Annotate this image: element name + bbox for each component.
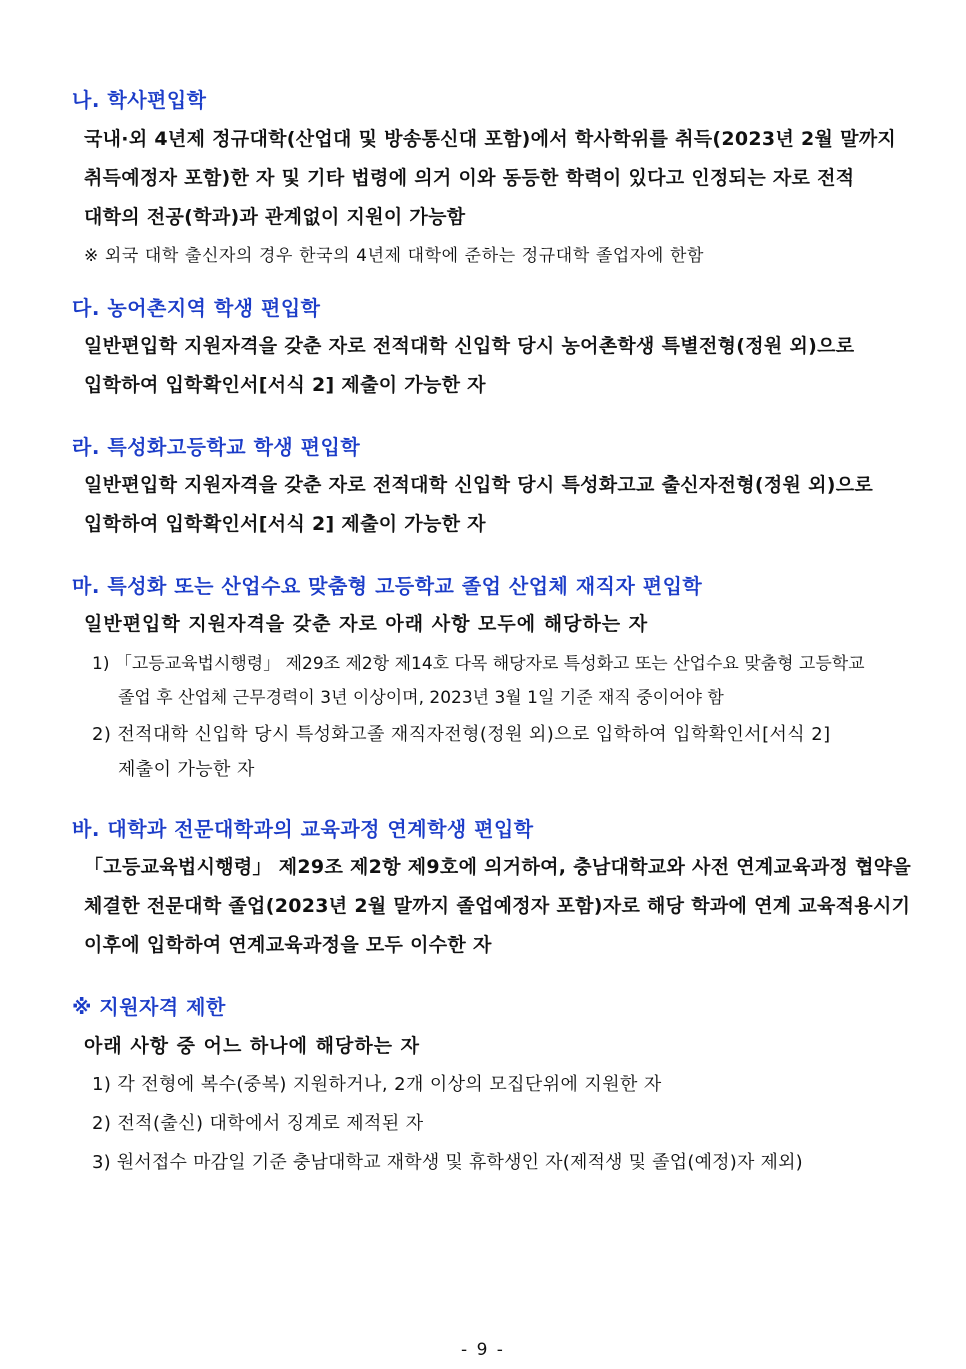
section-text-line: 「고등교육법시행령」 제29조 제2항 제9호에 의거하여, 충남대학교와 사전 연계교육과정 협약을 [84,856,912,878]
page-number: - 9 - [461,1340,505,1360]
list-item: 2) 전적(출신) 대학에서 징계로 제적된 자 [92,1113,424,1134]
section-text-line: 체결한 전문대학 졸업(2023년 2월 말까지 졸업예정자 포함)자로 해당 학과에 연계 교육적용시기 [84,895,911,917]
list-item: 1) 각 전형에 복수(중복) 지원하거나, 2개 이상의 모집단위에 지원한 자 [92,1074,662,1095]
list-item: 2) 전적대학 신입학 당시 특성화고졸 재직자전형(정원 외)으로 입학하여 입학확인서[서식 2] [92,724,831,745]
list-item: 3) 원서접수 마감일 기준 충남대학교 재학생 및 휴학생인 자(제적생 및 졸업(예정)자 제외) [92,1152,803,1173]
section-heading-bachelor: 나. 학사편입학 [72,88,207,112]
section-note: ※ 외국 대학 출신자의 경우 한국의 4년제 대학에 준하는 정규대학 졸업자에 한함 [84,246,704,266]
section-text-line: 일반편입학 지원자격을 갖춘 자로 전적대학 신입학 당시 특성화고교 출신자전형(정원 외)으로 [84,474,874,496]
section-text-line: 취득예정자 포함)한 자 및 기타 법령에 의거 이와 동등한 학력이 있다고 인정되는 자로 전적 [84,167,855,189]
section-text-line: 국내·외 4년제 정규대학(산업대 및 방송통신대 포함)에서 학사학위를 취득(2023년 2월 말까지 [84,128,897,150]
section-intro: 아래 사항 중 어느 하나에 해당하는 자 [84,1035,420,1057]
list-item: 1) 「고등교육법시행령」 제29조 제2항 제14호 다목 해당자로 특성화고 또는 산업수요 맞춤형 고등학교 [92,654,865,674]
section-heading-specialized: 라. 특성화고등학교 학생 편입학 [72,435,361,459]
section-heading-linked: 바. 대학과 전문대학과의 교육과정 연계학생 편입학 [72,817,534,841]
section-text-line: 일반편입학 지원자격을 갖춘 자로 전적대학 신입학 당시 농어촌학생 특별전형(정원 외)으로 [84,335,855,357]
section-intro: 일반편입학 지원자격을 갖춘 자로 아래 사항 모두에 해당하는 자 [84,613,649,635]
section-text-line: 입학하여 입학확인서[서식 2] 제출이 가능한 자 [84,513,486,535]
section-text-line: 대학의 전공(학과)과 관계없이 지원이 가능함 [84,206,466,228]
list-item-continuation: 제출이 가능한 자 [118,759,255,780]
list-item-continuation: 졸업 후 산업체 근무경력이 3년 이상이며, 2023년 3월 1일 기준 재직 중이어야 함 [118,688,724,708]
section-heading-restriction: ※ 지원자격 제한 [72,995,226,1019]
section-text-line: 이후에 입학하여 연계교육과정을 모두 이수한 자 [84,934,492,956]
section-heading-employee: 마. 특성화 또는 산업수요 맞춤형 고등학교 졸업 산업체 재직자 편입학 [72,574,703,598]
section-text-line: 입학하여 입학확인서[서식 2] 제출이 가능한 자 [84,374,486,396]
section-heading-rural: 다. 농어촌지역 학생 편입학 [72,296,321,320]
